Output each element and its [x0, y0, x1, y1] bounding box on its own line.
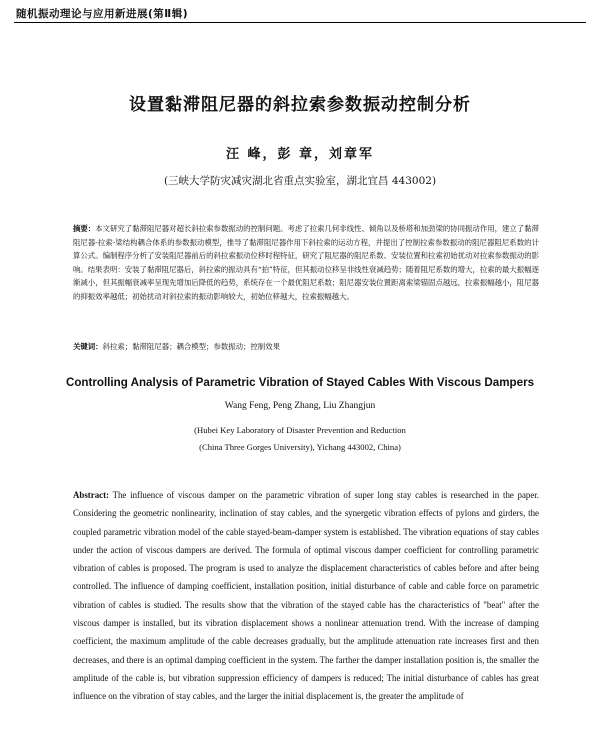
chinese-abstract-label: 摘要： — [73, 224, 96, 233]
english-title: Controlling Analysis of Parametric Vibration of Stayed Cables With Viscous Dampers — [65, 376, 535, 389]
chinese-keywords — [73, 340, 539, 353]
chinese-keywords-text: 斜拉索；黏滞阻尼器；耦合模型；参数振动；控制效果 — [102, 342, 280, 351]
chinese-title: 设置黏滞阻尼器的斜拉索参数振动控制分析 — [129, 95, 471, 115]
chinese-abstract-text: 本文研究了黏滞阻尼器对超长斜拉索参数振动的控制问题。考虑了拉索几何非线性、倾角以及桥塔和加劲梁的协同振动作用，建立了黏滞阻尼器-拉索-梁结构耦合体系的参数振动模型，推导了黏滞阻尼器作用下斜拉索的运动方程，并提出了控制拉索参数振动的阻尼器阻尼系数的计算公式。编制程序分析了安装阻尼器前后的斜拉索振动位移时程特征，研究了阻尼器的阻尼系数、安装位置和拉索初始扰动对拉索参数振动的影响。结果表明：安装了黏滞阻尼器后，斜拉索的振动具有“拍”特征，但其振动位移呈非线性衰减趋势；随着阻尼系数的增大，拉索的最大振幅逐渐减小，但其振幅衰减率呈现先增加后降低的趋势，系统存在一个最优阻尼系数；阻尼器安装位置距离索梁锚固点越远，拉索振幅越小，阻尼器的抑振效率越低；初始扰动对斜拉索的振动影响较大，初始位移越大，拉索振幅越大。 — [73, 224, 539, 301]
header-rule — [14, 22, 586, 23]
english-abstract-text: The influence of viscous damper on the parametric vibration of super long stay cables is researched in the paper. Considering the geometric nonlinearity, inclination of stay cables, and the synergetic vibration effects of pylons and girders, the coupled parametric vibration model of the cable stayed-beam-damper system is established. The vibration equations of stay cables under the action of viscous dampers are derived. The formula of optimal viscous damper coefficient for controlling parametric vibration of cables is proposed. The program is used to analyze the displacement characteristics of cables before and after being controlled. The influence of damping coefficient, installation position, initial disturbance of cable and cable force on parametric vibration of cables is studied. The results show that the vibration of the stayed cable has the characteristics of "beat" after the viscous damper is installed, but its vibration displacement shows a nonlinear attenuation trend. With the increase of damping coefficient, the maximum amplitude of the cable decreases gradually, but the amplitude attenuation rate increases first and then decreases, and there is an optimal damping coefficient in the system. The farther the damper installation position is, the smaller the amplitude of the cable is, but vibration suppression efficiency of dampers is reduced; The initial disturbance of cables has great influence on the vibration of stay cables, and the larger the initial displacement is, the greater the amplitude of — [73, 490, 539, 702]
running-header: 随机振动理论与应用新进展(第Ⅱ辑) — [16, 8, 189, 20]
english-affiliation-line2: (China Three Gorges University), Yichang 443002, China) — [199, 442, 401, 452]
chinese-authors: 汪 峰，彭 章，刘章军 — [225, 147, 375, 162]
english-abstract-label: Abstract: — [73, 490, 109, 500]
english-abstract — [73, 486, 539, 706]
chinese-affiliation: (三峡大学防灾减灾湖北省重点实验室，湖北宜昌 443002) — [163, 175, 437, 187]
english-affiliation-line1: (Hubei Key Laboratory of Disaster Prevention and Reduction — [194, 425, 406, 435]
chinese-abstract — [73, 222, 539, 304]
chinese-keywords-label: 关键词： — [73, 342, 103, 351]
english-authors: Wang Feng, Peng Zhang, Liu Zhangjun — [224, 401, 376, 411]
